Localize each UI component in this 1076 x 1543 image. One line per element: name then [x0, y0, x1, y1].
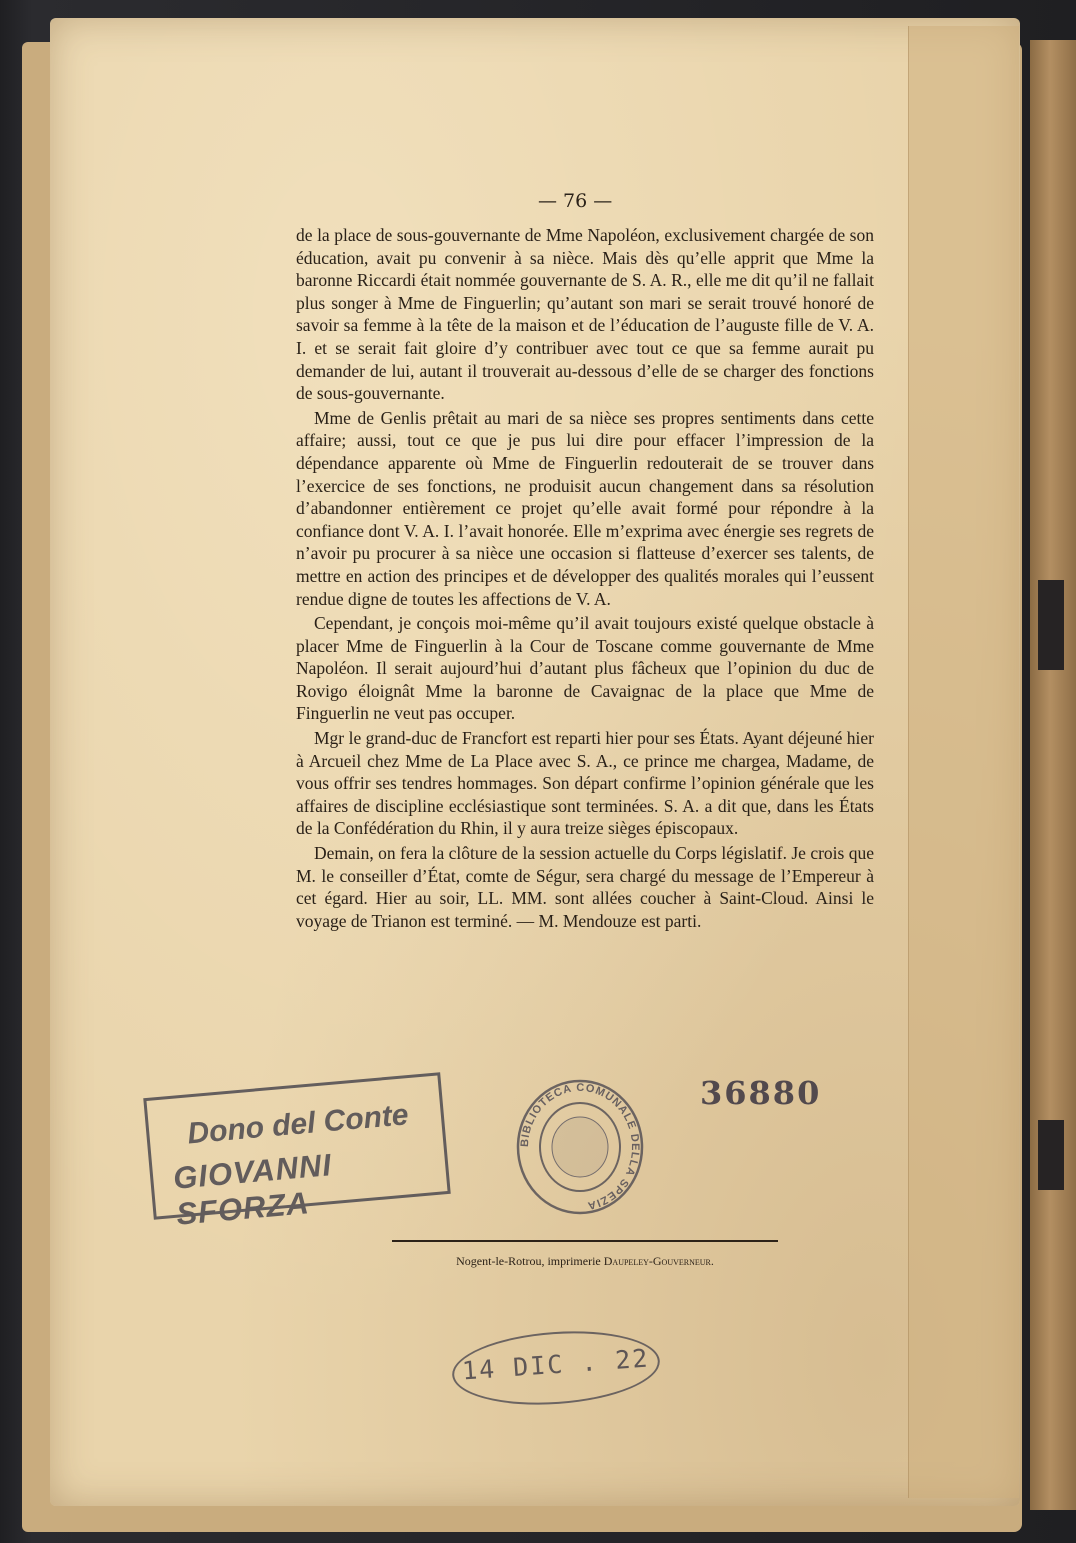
paragraph: Mme de Genlis prêtait au mari de sa nièce ses propres sentiments dans cette affaire; aussi, tout ce que je pus lui dire pour effacer l’impression de la dépendance apparente où Mme de Finguerlin redouterait de se trouver dans l’exercice de ses fonctions, ne produisit aucun changement dans sa résolution d’abandonner entièrement ce projet qu’elle avait formé pour répondre à la confiance dont V. A. I. l’avait honorée. Elle m’exprima avec énergie ses regrets de n’avoir pu procurer à sa nièce une occasion si flatteuse d’exercer ses talents, de mettre en action des principes et de développer des qualités morales qui l’eussent rendue digne de toutes les affections de V. A.: [296, 407, 874, 609]
inventory-number: 36880: [700, 1074, 822, 1112]
paragraph: Cependant, je conçois moi-même qu’il avait toujours existé quelque obstacle à placer Mme de Finguerlin à la Cour de Toscane comme gouvernante de Mme Napoléon. Il serait aujourd’hui d’autant plus fâcheux que l’opinion du duc de Rovigo éloignât Mme la baronne de Cavaignac de la place que Mme de Finguerlin ne veut pas occuper.: [296, 613, 874, 724]
donation-stamp-line2: GIOVANNI SFORZA: [171, 1147, 334, 1232]
page-margin-shade: [908, 26, 1019, 1498]
date-stamp-text: 14 DIC . 22: [461, 1343, 651, 1386]
binding-tab: [1038, 580, 1064, 670]
page-body-text: [296, 224, 874, 934]
donation-stamp-line1: Dono del Conte: [186, 1098, 410, 1151]
page-number: — 76 —: [538, 190, 613, 212]
binding-tab: [1038, 1120, 1064, 1190]
paragraph: Mgr le grand-duc de Francfort est reparti hier pour ses États. Ayant déjeuné hier à Arcueil chez Mme de La Place avec S. A., ce prince me chargea, Madame, de vous offrir ses tendres hommages. Son départ confirme l’opinion générale que les affaires de discipline ecclésiastique sont terminées. S. A. a dit que, dans les États de la Confédération du Rhin, il y aura treize sièges épiscopaux.: [296, 728, 874, 839]
library-seal-stamp: [515, 1078, 645, 1216]
donation-stamp: [143, 1072, 450, 1232]
imprint-divider: [392, 1240, 778, 1242]
library-seal-text: BIBLIOTECA COMUNALE DELLA SPEZIA: [518, 1081, 642, 1212]
imprint-printer: Daupeley-Gouverneur.: [603, 1254, 714, 1268]
adjacent-page-edge: [1030, 40, 1076, 1510]
printer-imprint: [392, 1254, 778, 1269]
imprint-place: Nogent-le-Rotrou, imprimerie: [456, 1254, 601, 1268]
paragraph: de la place de sous-gouvernante de Mme Napoléon, exclusivement chargée de son éducation, avait pu convenir à sa nièce. Mais dès qu’elle apprit que Mme la baronne Riccardi était nommée gouvernante de S. A. R., elle me dit qu’il ne fallait plus songer à Mme de Finguerlin; qu’autant son mari se serait trouvé honoré de savoir sa femme à la tête de la maison et de l’éducation de l’auguste fille de V. A. I. et se serait fait gloire d’y contribuer avec tout ce que sa femme aurait pu demander de lui, autant il trouverait au-dessous d’elle de se charger des fonctions de sous-gouvernante.: [296, 225, 874, 404]
paragraph: Demain, on fera la clôture de la session actuelle du Corps législatif. Je crois que M. le conseiller d’État, comte de Ségur, sera chargé du message de l’Empereur à cet égard. Hier au soir, LL. MM. sont allées coucher à Saint-Cloud. Ainsi le voyage de Trianon est terminé. — M. Mendouze est parti.: [296, 843, 874, 931]
